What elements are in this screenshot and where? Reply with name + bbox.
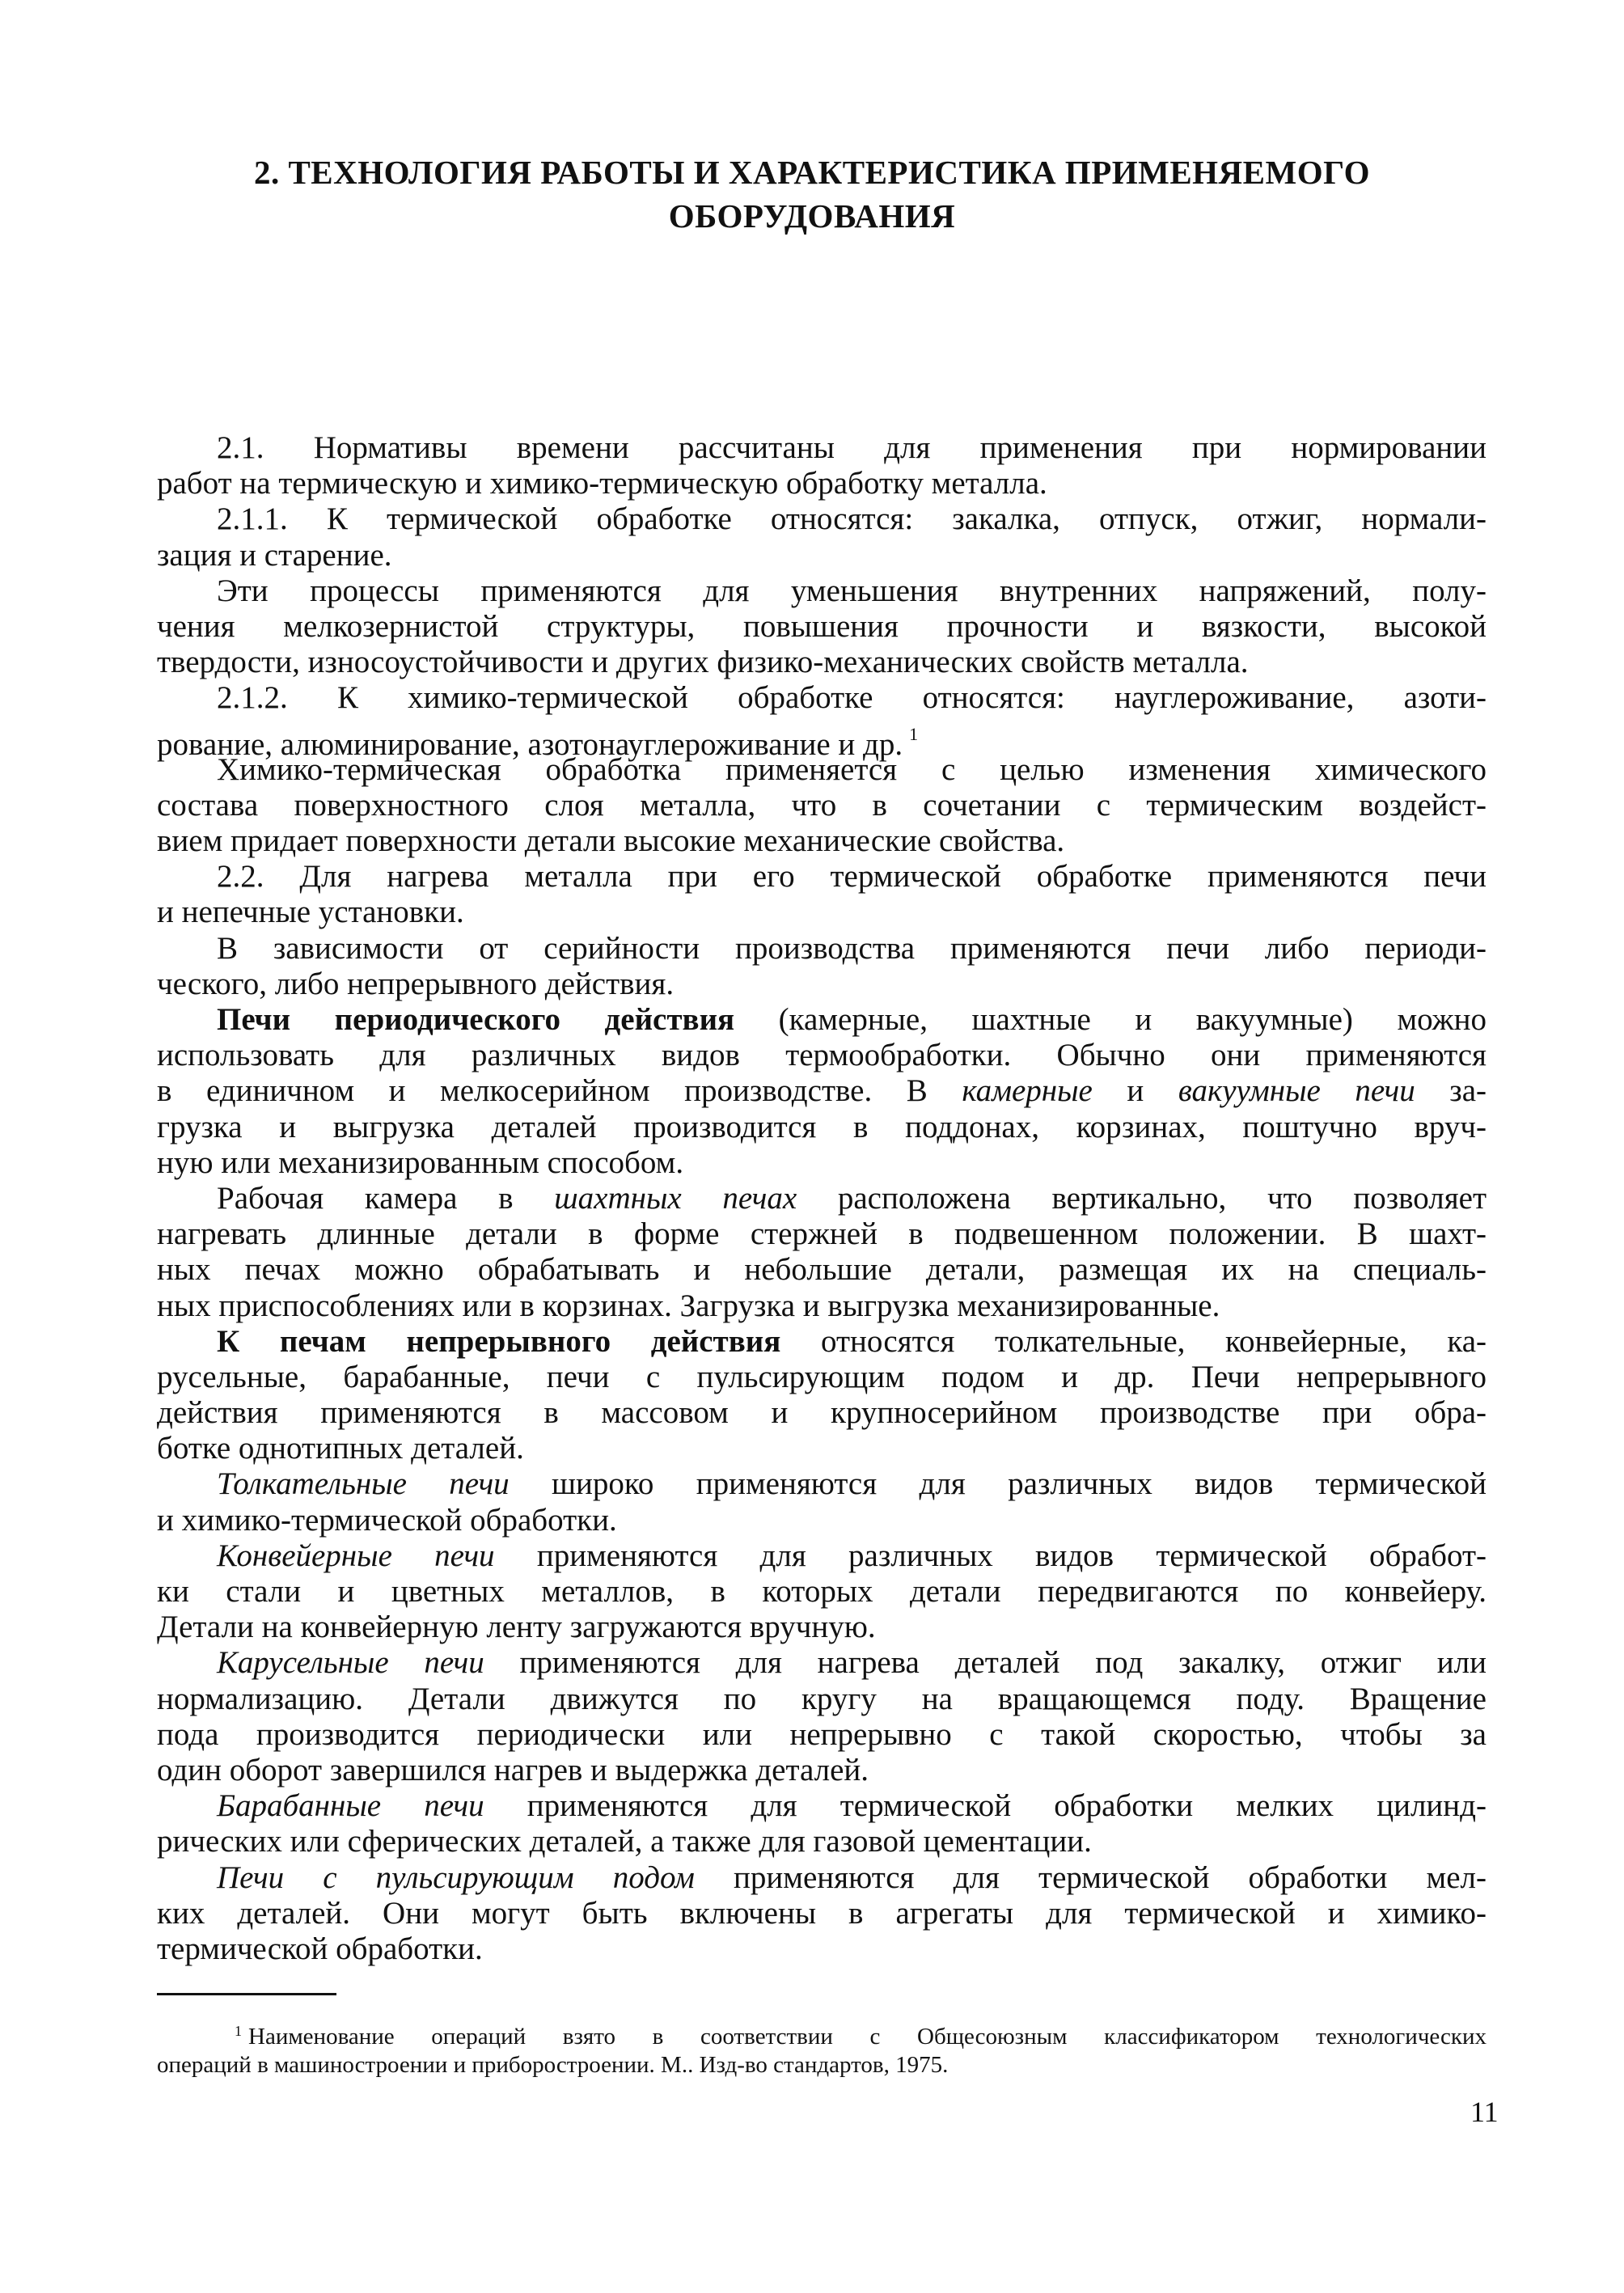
paragraph-line [157, 645, 1487, 680]
paragraph-line [157, 1860, 1487, 1896]
text-run: состава поверхностного слоя металла, что в сочетании с термическим воздейст- [157, 787, 1487, 823]
text-run: и [1092, 1073, 1178, 1109]
italic-term: Барабанные печи [217, 1788, 484, 1824]
text-run: (камерные, шахтные и вакуумные) можно [734, 1002, 1487, 1037]
italic-term: Карусельные печи [217, 1645, 484, 1681]
italic-term: Толкательные печи [217, 1466, 510, 1502]
footnote-text: Наименование операций взято в соответствии с Общесоюзным классификатором технологических [248, 2024, 1487, 2050]
text-run: ных приспособлениях или в корзинах. Загрузка и выгрузка механизированные. [157, 1288, 1220, 1323]
paragraph-line [157, 1574, 1487, 1610]
paragraph-line [157, 1431, 1487, 1466]
paragraph-line [157, 1788, 1487, 1824]
bold-term: Печи периодического действия [217, 1002, 735, 1037]
italic-term: Печи с пульсирующим подом [217, 1859, 695, 1895]
paragraph-line [157, 823, 1487, 859]
text-run: ческого, либо непрерывного действия. [157, 966, 675, 1001]
footnote-marker: 1 [235, 2023, 242, 2039]
paragraph-line [157, 1645, 1487, 1681]
paragraph-line [157, 1717, 1487, 1753]
text-run: применяются для термической обработки мелких цилинд- [484, 1788, 1487, 1824]
paragraph-line [157, 680, 1487, 716]
text-run: нормализацию. Детали движутся по кругу на вращающемся поду. Вращение [157, 1681, 1487, 1716]
body-text [157, 430, 1487, 1967]
paragraph-line [157, 1395, 1487, 1431]
paragraph-line [157, 501, 1487, 537]
text-run: В зависимости от серийности производства применяются печи либо периоди- [217, 930, 1487, 966]
text-run: ких деталей. Они могут быть включены в агрегаты для термической и химико- [157, 1895, 1487, 1931]
text-run: расположена вертикально, что позволяет [797, 1180, 1487, 1216]
text-run: пода производится периодически или непрерывно с такой скоростью, чтобы за [157, 1716, 1487, 1752]
paragraph-line [157, 752, 1487, 788]
footnote-reference: 1 [909, 723, 919, 744]
paragraph-line [157, 1324, 1487, 1360]
text-run: 2.1.2. К химико-термической обработке относятся: науглероживание, азоти- [217, 680, 1487, 716]
text-run: 2.1.1. К термической обработке относятся: закалка, отпуск, отжиг, нормали- [217, 501, 1487, 537]
text-run: применяются для различных видов термической обработ- [494, 1538, 1487, 1573]
paragraph-line [157, 1038, 1487, 1073]
italic-term: шахтных печах [554, 1180, 797, 1216]
paragraph-line [157, 1538, 1487, 1574]
paragraph-line [157, 1073, 1487, 1109]
paragraph-line [157, 609, 1487, 645]
italic-term: Конвейерные печи [217, 1538, 495, 1573]
italic-term: вакуумные печи [1178, 1073, 1415, 1109]
text-run: ботке однотипных деталей. [157, 1431, 524, 1466]
paragraph-line [157, 1931, 1487, 1967]
text-run: относятся толкательные, конвейерные, ка- [780, 1323, 1487, 1359]
paragraph-line [157, 1288, 1487, 1324]
text-run: вием придает поверхности детали высокие механические свойства. [157, 823, 1065, 859]
page-number: 11 [1470, 2096, 1499, 2128]
text-run: и химико-термической обработки. [157, 1502, 617, 1538]
text-run: работ на термическую и химико-термическую обработку металла. [157, 466, 1047, 501]
paragraph-line [157, 1466, 1487, 1502]
paragraph-line [157, 1610, 1487, 1645]
text-run: твердости, износоустойчивости и других физико-механических свойств металла. [157, 645, 1249, 680]
text-run: ки стали и цветных металлов, в которых детали передвигаются по конвейеру. [157, 1574, 1487, 1609]
paragraph-line [157, 859, 1487, 895]
text-run: один оборот завершился нагрев и выдержка деталей. [157, 1752, 869, 1787]
footnote [157, 2017, 1487, 2079]
text-run: термической обработки. [157, 1931, 483, 1966]
text-run: применяются для термической обработки мел- [694, 1859, 1487, 1895]
paragraph-line [157, 788, 1487, 823]
paragraph-line [157, 717, 1487, 762]
paragraph-line [157, 1503, 1487, 1538]
paragraph-line [157, 1360, 1487, 1395]
text-run: ных печах можно обрабатывать и небольшие детали, размещая их на специаль- [157, 1252, 1487, 1288]
paragraph-line [157, 1181, 1487, 1216]
text-run: рических или сферических деталей, а также для газовой цементации. [157, 1824, 1092, 1859]
paragraph-line [157, 1824, 1487, 1859]
footnote-line: операций в машиностроении и приборостроении. М.. Изд-во стандартов, 1975. [157, 2052, 949, 2078]
text-run: русельные, барабанные, печи с пульсирующим подом и др. Печи непрерывного [157, 1359, 1487, 1394]
paragraph-line [157, 1753, 1487, 1788]
text-run: чения мелкозернистой структуры, повышения прочности и вязкости, высокой [157, 608, 1487, 644]
text-run: рование, алюминирование, азотонауглероживание и др. [157, 726, 903, 762]
text-run: 2.1. Нормативы времени рассчитаны для применения при нормировании [217, 430, 1487, 465]
paragraph-line [157, 573, 1487, 609]
paragraph-line [157, 1252, 1487, 1288]
text-run: и непечные установки. [157, 895, 464, 930]
section-title [0, 150, 1624, 238]
paragraph-line [157, 1682, 1487, 1717]
text-run: 2.2. Для нагрева металла при его термической обработке применяются печи [217, 859, 1487, 895]
footnote-divider [157, 1993, 336, 1995]
text-run: широко применяются для различных видов термической [509, 1466, 1487, 1502]
paragraph-line [157, 967, 1487, 1002]
paragraph-line [157, 931, 1487, 967]
text-run: применяются для нагрева деталей под закалку, отжиг или [484, 1645, 1487, 1681]
text-run: использовать для различных видов термообработки. Обычно они применяются [157, 1038, 1487, 1073]
text-run: Эти процессы применяются для уменьшения внутренних напряжений, полу- [217, 573, 1487, 608]
text-run: за- [1415, 1073, 1487, 1109]
paragraph-line [157, 1216, 1487, 1252]
bold-term: К печам непрерывного действия [217, 1323, 781, 1359]
text-run: Детали на конвейерную ленту загружаются вручную. [157, 1610, 876, 1645]
text-run: Химико-термическая обработка применяется с целью изменения химического [217, 751, 1487, 787]
text-run: грузка и выгрузка деталей производится в поддонах, корзинах, поштучно вруч- [157, 1109, 1487, 1144]
section-title-line: 2. ТЕХНОЛОГИЯ РАБОТЫ И ХАРАКТЕРИСТИКА ПРИМЕНЯЕМОГО [253, 154, 1371, 191]
paragraph-line [157, 895, 1487, 930]
paragraph-line [157, 1002, 1487, 1038]
text-run: Рабочая камера в [217, 1180, 555, 1216]
section-title-line: ОБОРУДОВАНИЯ [668, 197, 956, 235]
text-run: в единичном и мелкосерийном производстве. В [157, 1073, 962, 1109]
italic-term: камерные [962, 1073, 1093, 1109]
paragraph-line [157, 466, 1487, 501]
paragraph-line [157, 538, 1487, 573]
text-run: зация и старение. [157, 537, 392, 573]
paragraph-line [157, 430, 1487, 466]
paragraph-line [157, 1110, 1487, 1145]
paragraph-line [157, 1896, 1487, 1931]
paragraph-line [157, 1145, 1487, 1181]
text-run: действия применяются в массовом и крупносерийном производстве при обра- [157, 1395, 1487, 1431]
footnote-line [157, 2017, 1487, 2051]
text-run: нагревать длинные детали в форме стержней в подвешенном положении. В шахт- [157, 1216, 1487, 1252]
text-run: ную или механизированным способом. [157, 1144, 684, 1180]
